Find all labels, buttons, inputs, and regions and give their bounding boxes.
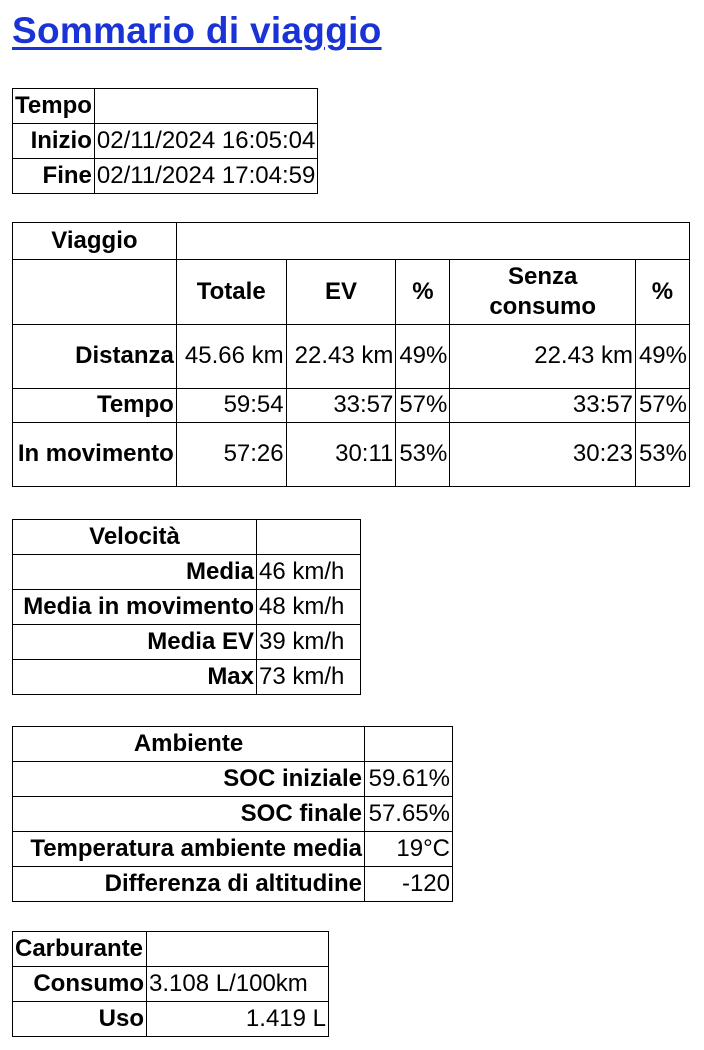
cell-total: 59:54: [176, 389, 286, 423]
cell-ev-pct: 49%: [396, 325, 450, 389]
row-label: Fine: [13, 159, 95, 194]
empty-cell: [13, 260, 177, 325]
table-row: [13, 867, 453, 902]
cell-ev: 22.43 km: [286, 325, 396, 389]
environment-table: [12, 726, 453, 902]
cell-ev-pct: 53%: [396, 423, 450, 487]
row-value: 59.61%: [365, 762, 453, 797]
table-row: [13, 124, 318, 159]
row-value: 3.108 L/100km: [147, 967, 329, 1002]
table-row: [13, 555, 361, 590]
empty-cell: [94, 89, 317, 124]
cell-no-consumption-pct: 57%: [635, 389, 689, 423]
column-header: Totale: [176, 260, 286, 325]
row-label: Inizio: [13, 124, 95, 159]
fuel-table-header: Carburante: [13, 932, 147, 967]
table-row: [13, 762, 453, 797]
table-row: [13, 325, 690, 389]
empty-cell: [257, 520, 361, 555]
trip-table-header: Viaggio: [13, 223, 177, 260]
empty-cell: [147, 932, 329, 967]
row-label: Distanza: [13, 325, 177, 389]
time-table-header: Tempo: [13, 89, 95, 124]
table-row: [13, 797, 453, 832]
table-row: [13, 389, 690, 423]
fuel-table: [12, 931, 329, 1037]
empty-cell: [176, 223, 689, 260]
table-row: [13, 590, 361, 625]
row-value: 1.419 L: [147, 1002, 329, 1037]
row-label: Uso: [13, 1002, 147, 1037]
column-header: EV: [286, 260, 396, 325]
row-label: In movimento: [13, 423, 177, 487]
row-label: Max: [13, 660, 257, 695]
table-row: [13, 660, 361, 695]
row-value: 39 km/h: [257, 625, 361, 660]
row-label: Media in movimento: [13, 590, 257, 625]
environment-table-header: Ambiente: [13, 727, 365, 762]
row-value: 02/11/2024 17:04:59: [94, 159, 317, 194]
table-row: [13, 159, 318, 194]
trip-table: [12, 222, 690, 487]
cell-ev-pct: 57%: [396, 389, 450, 423]
time-table: [12, 88, 318, 194]
column-header: Senza consumo: [450, 260, 636, 325]
speed-table: [12, 519, 361, 695]
table-row: [13, 832, 453, 867]
row-label: Consumo: [13, 967, 147, 1002]
table-row: [13, 625, 361, 660]
table-row: [13, 423, 690, 487]
cell-no-consumption-pct: 53%: [635, 423, 689, 487]
row-label: Tempo: [13, 389, 177, 423]
row-label: Media EV: [13, 625, 257, 660]
cell-ev: 33:57: [286, 389, 396, 423]
empty-cell: [365, 727, 453, 762]
row-label: Temperatura ambiente media: [13, 832, 365, 867]
row-label: SOC iniziale: [13, 762, 365, 797]
row-value: 46 km/h: [257, 555, 361, 590]
cell-no-consumption-pct: 49%: [635, 325, 689, 389]
cell-total: 57:26: [176, 423, 286, 487]
table-row: [13, 967, 329, 1002]
row-label: SOC finale: [13, 797, 365, 832]
row-label: Media: [13, 555, 257, 590]
speed-table-header: Velocità: [13, 520, 257, 555]
row-value: 02/11/2024 16:05:04: [94, 124, 317, 159]
row-value: 57.65%: [365, 797, 453, 832]
row-label: Differenza di altitudine: [13, 867, 365, 902]
row-value: -120: [365, 867, 453, 902]
table-row: [13, 1002, 329, 1037]
column-header: %: [396, 260, 450, 325]
row-value: 48 km/h: [257, 590, 361, 625]
cell-no-consumption: 30:23: [450, 423, 636, 487]
column-header: %: [635, 260, 689, 325]
cell-ev: 30:11: [286, 423, 396, 487]
row-value: 73 km/h: [257, 660, 361, 695]
row-value: 19°C: [365, 832, 453, 867]
cell-no-consumption: 22.43 km: [450, 325, 636, 389]
cell-no-consumption: 33:57: [450, 389, 636, 423]
page-title[interactable]: Sommario di viaggio: [12, 10, 382, 51]
cell-total: 45.66 km: [176, 325, 286, 389]
